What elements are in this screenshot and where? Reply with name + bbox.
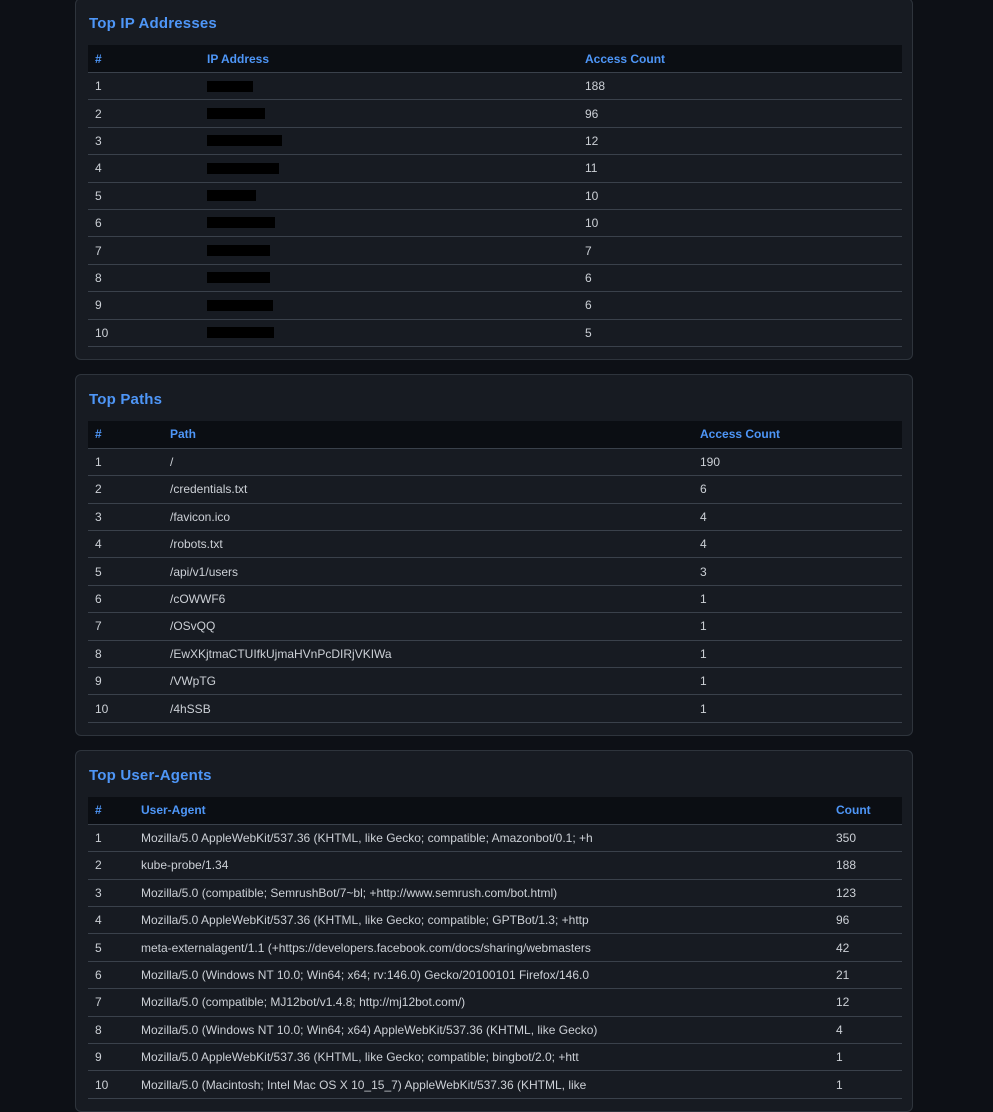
count-cell: 12 <box>836 995 850 1010</box>
rank-cell: 8 <box>95 646 102 661</box>
table-row <box>88 531 902 558</box>
redacted-ip-bar <box>207 108 265 119</box>
table-row <box>88 824 902 851</box>
top-paths-card <box>75 374 913 736</box>
top-user-agents-title: Top User-Agents <box>89 766 212 784</box>
table-row <box>88 237 902 264</box>
count-cell: 188 <box>585 79 606 94</box>
table-row <box>88 934 902 961</box>
top-ip-addresses-table <box>88 45 902 347</box>
count-cell: 21 <box>836 967 850 982</box>
rank-cell: 7 <box>95 995 102 1010</box>
redacted-ip-bar <box>207 135 282 146</box>
count-cell: 350 <box>836 831 857 845</box>
top-paths-table <box>88 421 902 723</box>
count-cell: 42 <box>836 940 850 955</box>
table-row <box>88 879 902 906</box>
rank-cell: 6 <box>95 967 102 982</box>
value-cell: meta-externalagent/1.1 (+https://developers.facebook.com/docs/sharing/webmasters <box>141 940 591 955</box>
rank-cell: 4 <box>95 161 102 176</box>
table-header-row <box>88 45 902 73</box>
rank-cell: 10 <box>95 325 109 340</box>
rank-cell: 3 <box>95 133 102 148</box>
table-row <box>88 182 902 209</box>
count-cell: 1 <box>836 1077 843 1092</box>
rank-column-header: # <box>95 803 102 818</box>
rank-column-header: # <box>95 427 102 442</box>
table-row <box>88 448 902 475</box>
table-row <box>88 668 902 695</box>
table-row <box>88 1071 902 1098</box>
access-count-column-header: Access Count <box>585 51 666 66</box>
path-column-header: Path <box>170 427 197 442</box>
count-cell: 5 <box>585 325 592 340</box>
table-row <box>88 73 902 100</box>
ip-address-column-header: IP Address <box>207 51 270 66</box>
access-count-column-header: Access Count <box>700 427 781 442</box>
table-row <box>88 503 902 530</box>
rank-cell: 6 <box>95 216 102 231</box>
rank-cell: 2 <box>95 482 102 497</box>
table-row <box>88 906 902 933</box>
value-cell <box>200 73 578 100</box>
count-cell: 4 <box>836 1022 843 1037</box>
count-cell: 10 <box>585 216 599 231</box>
rank-cell: 10 <box>95 701 109 716</box>
rank-cell: 4 <box>95 537 102 552</box>
value-cell <box>200 292 578 319</box>
rank-cell: 9 <box>95 1050 102 1065</box>
rank-cell: 1 <box>95 455 102 470</box>
count-cell: 1 <box>836 1050 843 1065</box>
value-cell: /credentials.txt <box>170 482 248 497</box>
count-cell: 4 <box>700 537 707 552</box>
table-row <box>88 640 902 667</box>
value-cell: /OSvQQ <box>170 619 216 634</box>
value-cell: /cOWWF6 <box>170 592 226 607</box>
value-cell: Mozilla/5.0 (compatible; MJ12bot/v1.4.8; http://mj12bot.com/) <box>141 995 466 1010</box>
count-cell: 96 <box>585 106 599 121</box>
rank-cell: 1 <box>95 831 102 845</box>
value-cell: /EwXKjtmaCTUIfkUjmaHVnPcDIRjVKIWa <box>170 646 392 661</box>
count-cell: 4 <box>700 509 707 524</box>
top-user-agents-card <box>75 750 913 1112</box>
count-cell: 12 <box>585 133 599 148</box>
table-row <box>88 100 902 127</box>
table-row <box>88 476 902 503</box>
redacted-ip-bar <box>207 300 273 311</box>
rank-cell: 7 <box>95 619 102 634</box>
table-header-row <box>88 797 902 825</box>
table-row <box>88 585 902 612</box>
count-cell: 6 <box>585 270 592 285</box>
value-cell: Mozilla/5.0 (Windows NT 10.0; Win64; x64) AppleWebKit/537.36 (KHTML, like Gecko) <box>141 1022 598 1037</box>
redacted-ip-bar <box>207 163 279 174</box>
rank-cell: 1 <box>95 79 102 94</box>
value-cell <box>200 237 578 264</box>
table-row <box>88 264 902 291</box>
rank-cell: 3 <box>95 509 102 524</box>
value-cell <box>200 182 578 209</box>
redacted-ip-bar <box>207 81 253 92</box>
value-cell: Mozilla/5.0 AppleWebKit/537.36 (KHTML, like Gecko; compatible; Amazonbot/0.1; +h <box>141 831 593 845</box>
value-cell: / <box>170 455 174 470</box>
rank-cell: 10 <box>95 1077 109 1092</box>
table-row <box>88 1043 902 1070</box>
redacted-ip-bar <box>207 327 274 338</box>
table-row <box>88 127 902 154</box>
rank-cell: 6 <box>95 592 102 607</box>
table-row <box>88 155 902 182</box>
rank-cell: 2 <box>95 858 102 873</box>
count-cell: 188 <box>836 858 857 873</box>
value-cell: /api/v1/users <box>170 564 239 579</box>
rank-cell: 5 <box>95 940 102 955</box>
rank-cell: 8 <box>95 1022 102 1037</box>
rank-cell: 7 <box>95 243 102 258</box>
count-cell: 1 <box>700 619 707 634</box>
table-row <box>88 209 902 236</box>
value-cell <box>200 209 578 236</box>
count-cell: 1 <box>700 674 707 689</box>
rank-cell: 9 <box>95 674 102 689</box>
table-row <box>88 989 902 1016</box>
table-header-row <box>88 421 902 449</box>
rank-cell: 2 <box>95 106 102 121</box>
value-cell <box>200 319 578 346</box>
table-row <box>88 319 902 346</box>
table-row <box>88 695 902 722</box>
count-cell: 6 <box>585 298 592 313</box>
top-ip-addresses-card <box>75 0 913 360</box>
value-cell: /VWpTG <box>170 674 217 689</box>
rank-cell: 4 <box>95 913 102 928</box>
table-row <box>88 852 902 879</box>
rank-cell: 5 <box>95 564 102 579</box>
count-column-header: Count <box>836 803 871 818</box>
top-ip-addresses-title: Top IP Addresses <box>89 15 217 32</box>
value-cell: kube-probe/1.34 <box>141 858 229 873</box>
value-cell: /robots.txt <box>170 537 223 552</box>
rank-column-header: # <box>95 51 102 66</box>
value-cell: /favicon.ico <box>170 509 231 524</box>
user-agent-column-header: User-Agent <box>141 803 206 818</box>
count-cell: 7 <box>585 243 592 258</box>
rank-cell: 3 <box>95 885 102 900</box>
count-cell: 1 <box>700 646 707 661</box>
table-row <box>88 558 902 585</box>
count-cell: 1 <box>700 592 707 607</box>
value-cell: /4hSSB <box>170 701 211 716</box>
count-cell: 6 <box>700 482 707 497</box>
value-cell <box>200 127 578 154</box>
count-cell: 11 <box>585 161 598 176</box>
count-cell: 123 <box>836 885 857 900</box>
redacted-ip-bar <box>207 272 270 283</box>
value-cell <box>200 100 578 127</box>
table-row <box>88 961 902 988</box>
redacted-ip-bar <box>207 245 270 256</box>
rank-cell: 9 <box>95 298 102 313</box>
redacted-ip-bar <box>207 217 275 228</box>
value-cell: Mozilla/5.0 (Windows NT 10.0; Win64; x64; rv:146.0) Gecko/20100101 Firefox/146.0 <box>141 967 590 982</box>
top-paths-title: Top Paths <box>89 390 163 408</box>
count-cell: 10 <box>585 188 599 203</box>
value-cell: Mozilla/5.0 (Macintosh; Intel Mac OS X 10_15_7) AppleWebKit/537.36 (KHTML, like <box>141 1077 587 1092</box>
value-cell: Mozilla/5.0 AppleWebKit/537.36 (KHTML, like Gecko; compatible; bingbot/2.0; +htt <box>141 1050 579 1065</box>
value-cell <box>200 264 578 291</box>
count-cell: 96 <box>836 913 850 928</box>
value-cell: Mozilla/5.0 AppleWebKit/537.36 (KHTML, like Gecko; compatible; GPTBot/1.3; +http <box>141 913 589 928</box>
redacted-ip-bar <box>207 190 256 201</box>
table-row <box>88 292 902 319</box>
table-row <box>88 613 902 640</box>
count-cell: 190 <box>700 455 721 470</box>
table-row <box>88 1016 902 1043</box>
top-user-agents-table <box>88 797 902 1099</box>
rank-cell: 5 <box>95 188 102 203</box>
rank-cell: 8 <box>95 270 102 285</box>
count-cell: 1 <box>700 701 707 716</box>
count-cell: 3 <box>700 564 707 579</box>
value-cell <box>200 155 578 182</box>
value-cell: Mozilla/5.0 (compatible; SemrushBot/7~bl; +http://www.semrush.com/bot.html) <box>141 885 558 900</box>
